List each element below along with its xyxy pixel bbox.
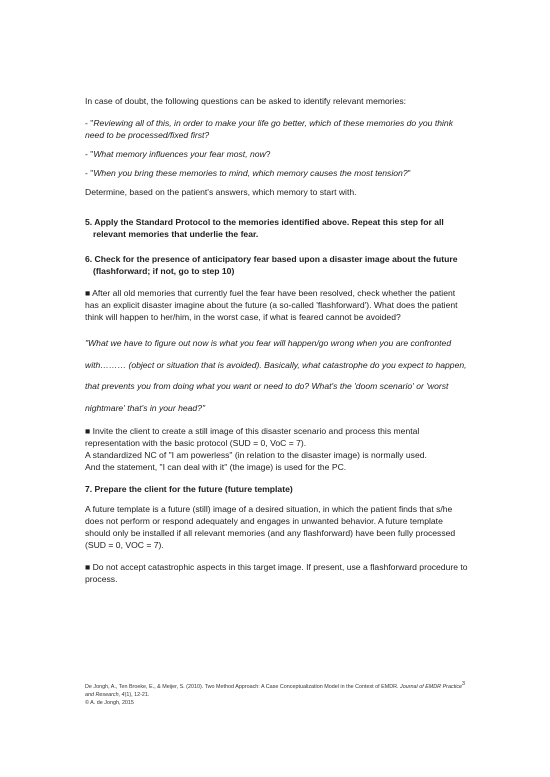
question-prefix: - " xyxy=(85,149,94,159)
step-6-heading: 6. Check for the presence of anticipatory fear based upon a disaster image about the future (flashforward; if not, go to step 10) xyxy=(85,254,458,276)
invite-paragraph: ■ Invite the client to create a still image of this disaster scenario and process this mental representation with the basic protocol (SUD = 0, VoC = 7). xyxy=(85,426,420,448)
question-3 xyxy=(85,167,470,179)
page-number: 3 xyxy=(462,681,465,687)
step-5-heading: 5. Apply the Standard Protocol to the memories identified above. Repeat this step for all relevant memories that underlie the fear. xyxy=(85,217,444,239)
question-prefix: - " xyxy=(85,118,94,128)
question-text: Reviewing all of this, in order to make your life go better, which of these memories do you think need to be processed/fixed first? xyxy=(85,118,453,140)
determine-paragraph: Determine, based on the patient's answers, which memory to start with. xyxy=(85,187,357,197)
question-1 xyxy=(85,117,470,141)
question-text: What memory influences your fear most, now xyxy=(93,149,266,159)
copyright-notice: © A. de Jongh, 2015 xyxy=(85,700,134,706)
nc-paragraph: A standardized NC of "I am powerless" (in relation to the disaster image) is normally used. xyxy=(85,450,427,460)
reference-authors: De Jongh, A., Ten Broeke, E., & Meijer, S. (2010). Two Method Approach: A Case Conceptualization Model in the Context of EMDR. xyxy=(85,684,401,690)
reference-volume: , 4 xyxy=(118,692,125,698)
step-7-heading: 7. Prepare the client for the future (future template) xyxy=(85,484,293,494)
catastrophic-paragraph: ■ Do not accept catastrophic aspects in this target image. If present, use a flashforward procedure to process. xyxy=(85,562,468,584)
question-prefix: - " xyxy=(85,168,94,178)
pc-paragraph: And the statement, "I can deal with it" (the image) is used for the PC. xyxy=(85,462,347,472)
question-2 xyxy=(85,148,470,160)
flashforward-paragraph: ■ After all old memories that currently fuel the fear have been resolved, check whether the patient has an explicit disaster imagine about the future (a so-called 'flashforward'). What does the patient think will happen to her/him, in the worst case, if what is feared cannot be avoided? xyxy=(85,288,458,322)
document-body xyxy=(85,95,470,585)
intro-paragraph: In case of doubt, the following questions can be asked to identify relevant memories: xyxy=(85,96,407,106)
future-template-paragraph: A future template is a future (still) image of a desired situation, in which the patient finds that s/he does not perform or respond adequately and engages in unwanted behavior. A future template should only be installed if all relevant memories (and any flashforward) have been fully processed (SUD = 0, VOC = 7). xyxy=(85,504,456,550)
therapist-quote: "What we have to figure out now is what you fear will happen/go wrong when you are confronted with……… (object or situation that is avoided). Basically, what catastrophe do you expect to happen, that prevents you from doing what you want or need to do? What's the 'doom scenario' or 'worst nightmare' that's in your head?" xyxy=(85,338,467,413)
question-text: When you bring these memories to mind, which memory causes the most tension? xyxy=(93,168,408,178)
reference-pages: (1), 12-21. xyxy=(124,692,150,698)
question-suffix: " xyxy=(407,168,411,178)
footer-reference xyxy=(85,683,470,707)
question-suffix: ? xyxy=(265,149,271,159)
reference-journal: Journal of EMDR Practice and Research xyxy=(85,684,463,698)
